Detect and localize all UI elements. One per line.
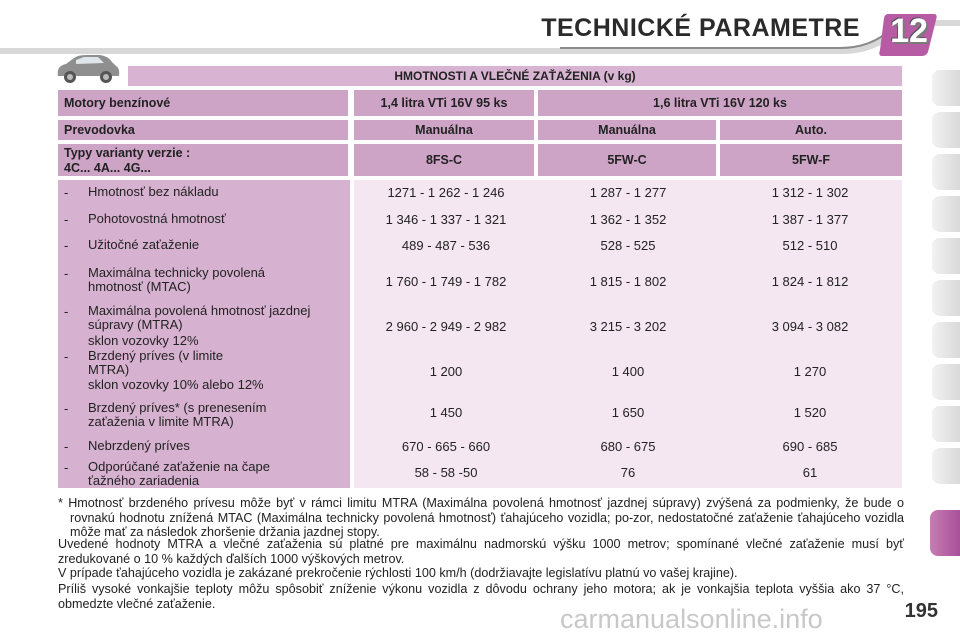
row-value: 528 - 525 bbox=[600, 238, 656, 253]
row-dash: - bbox=[64, 238, 69, 253]
chapter-tabs bbox=[930, 70, 960, 590]
variants-label-line-1: Typy varianty verzie : bbox=[64, 146, 191, 160]
row-value: 1 450 bbox=[429, 405, 463, 420]
row-dash: - bbox=[64, 349, 69, 364]
row-label: Nebrzdený príves bbox=[88, 438, 190, 453]
row-value: 1 200 bbox=[429, 364, 463, 379]
row-dash: - bbox=[64, 185, 69, 200]
row-value: 1 760 - 1 749 - 1 782 bbox=[385, 274, 507, 289]
row-value: 1 312 - 1 302 bbox=[771, 185, 849, 200]
row-value: 2 960 - 2 949 - 2 982 bbox=[385, 319, 507, 334]
chapter-tab[interactable] bbox=[932, 364, 960, 400]
chapter-tab[interactable] bbox=[932, 238, 960, 274]
chapter-tab[interactable] bbox=[932, 322, 960, 358]
gearbox-3: Auto. bbox=[720, 120, 902, 140]
row-value: 1 824 - 1 812 bbox=[771, 274, 849, 289]
chapter-tab[interactable] bbox=[932, 154, 960, 190]
row-dash: - bbox=[64, 401, 69, 416]
variant-2: 5FW-C bbox=[538, 144, 716, 176]
row-label: Hmotnosť bez nákladu bbox=[88, 184, 219, 199]
chapter-number: 12 bbox=[890, 12, 928, 50]
engines-label: Motory benzínové bbox=[58, 90, 348, 116]
row-dash: - bbox=[64, 460, 69, 475]
row-sublabel: sklon vozovky 12% bbox=[88, 333, 199, 348]
row-value: 1 520 bbox=[793, 405, 827, 420]
row-dash: - bbox=[64, 439, 69, 454]
row-label: Maximálna technicky povolená hmotnosť (MTAC) bbox=[88, 265, 266, 294]
row-dash: - bbox=[64, 304, 69, 319]
engine-2: 1,6 litra VTi 16V 120 ks bbox=[538, 90, 902, 116]
chapter-tab[interactable] bbox=[932, 196, 960, 232]
row-label: Brzdený príves* (s prenesením zaťaženia v limite MTRA) bbox=[88, 400, 267, 429]
row-value: 1 287 - 1 277 bbox=[589, 185, 667, 200]
row-dash: - bbox=[64, 212, 69, 227]
row-label: Pohotovostná hmotnosť bbox=[88, 211, 226, 226]
note-paragraph: V prípade ťahajúceho vozidla je zakázané prekročenie rýchlosti 100 km/h (dodržiavajte legislatívu platnú vo vašej krajine). bbox=[58, 566, 738, 580]
engine-row bbox=[58, 90, 902, 116]
chapter-tab[interactable] bbox=[932, 112, 960, 148]
engine-1: 1,4 litra VTi 16V 95 ks bbox=[354, 90, 534, 116]
row-label: Užitočné zaťaženie bbox=[88, 237, 200, 252]
page-title: TECHNICKÉ PARAMETRE bbox=[541, 14, 860, 42]
page-number: 195 bbox=[904, 600, 938, 622]
car-icon bbox=[52, 52, 122, 86]
gearbox-2: Manuálna bbox=[538, 120, 716, 140]
row-label: Odporúčané zaťaženie na čape ťažného zariadenia bbox=[88, 459, 270, 488]
row-value: 1 270 bbox=[793, 364, 827, 379]
row-sublabel: sklon vozovky 10% alebo 12% bbox=[88, 377, 264, 392]
row-value: 1 650 bbox=[611, 405, 645, 420]
row-value: 489 - 487 - 536 bbox=[401, 238, 491, 253]
chapter-tab[interactable] bbox=[932, 406, 960, 442]
watermark: carmanualsonline.info bbox=[560, 604, 823, 634]
row-value: 3 215 - 3 202 bbox=[589, 319, 667, 334]
chapter-tab[interactable] bbox=[932, 280, 960, 316]
footnote: * Hmotnosť brzdeného prívesu môže byť v rámci limitu MTRA (Maximálna povolená hmotnosť jazdnej súpravy) zvýšená za podmienky, že bude o rovnakú hodnotu znížená MTAC (Maximálna technicky povolená hmotnosť) ťahajúceho vozidla; po-zor, nedostatočné zaťaženie ťahajúceho vozidla môže mať za následok zhoršenie držania jazdnej stopy. bbox=[58, 496, 904, 539]
row-value: 1 362 - 1 352 bbox=[589, 212, 667, 227]
variants-row bbox=[58, 144, 902, 176]
row-value: 1 400 bbox=[611, 364, 645, 379]
gearbox-1: Manuálna bbox=[354, 120, 534, 140]
row-value: 61 bbox=[802, 465, 818, 480]
row-dash: - bbox=[64, 266, 69, 281]
variant-1: 8FS-C bbox=[354, 144, 534, 176]
variant-3: 5FW-F bbox=[720, 144, 902, 176]
row-value: 680 - 675 bbox=[600, 439, 656, 454]
section-title: HMOTNOSTI A VLEČNÉ ZAŤAŽENIA (v kg) bbox=[128, 66, 902, 86]
row-value: 1 815 - 1 802 bbox=[589, 274, 667, 289]
gearbox-row bbox=[58, 120, 902, 140]
row-value: 3 094 - 3 082 bbox=[771, 319, 849, 334]
chapter-tab-active[interactable] bbox=[930, 510, 960, 556]
row-value: 512 - 510 bbox=[782, 238, 838, 253]
row-value: 1 387 - 1 377 bbox=[771, 212, 849, 227]
row-value: 58 - 58 -50 bbox=[414, 465, 478, 480]
row-value: 1271 - 1 262 - 1 246 bbox=[387, 185, 505, 200]
chapter-tab[interactable] bbox=[932, 70, 960, 106]
row-label: Brzdený príves (v limite MTRA) bbox=[88, 348, 224, 377]
row-value: 690 - 685 bbox=[782, 439, 838, 454]
gearbox-label: Prevodovka bbox=[58, 120, 348, 140]
variants-label bbox=[58, 144, 348, 176]
chapter-tab[interactable] bbox=[932, 448, 960, 484]
note-paragraph: Príliš vysoké vonkajšie teploty môžu spôsobiť zníženie výkonu vozidla z dôvodu ochrany jeho motora; ak je vonkajšia teplota vyššia ako 37 °C, obmedzte vlečné zaťaženie. bbox=[58, 582, 904, 611]
row-value: 76 bbox=[620, 465, 636, 480]
row-label: Maximálna povolená hmotnosť jazdnej súpravy (MTRA) bbox=[88, 303, 311, 332]
variants-label-line-2: 4C... 4A... 4G... bbox=[64, 161, 151, 175]
note-paragraph: Uvedené hodnoty MTRA a vlečné zaťaženia sú platné pre maximálnu nadmorskú výšku 1000 metrov; spomínané vlečné zaťaženie musí byť zredukované o 10 % každých ďalších 1000 výškových metrov. bbox=[58, 537, 904, 566]
row-value: 670 - 665 - 660 bbox=[401, 439, 491, 454]
row-value: 1 346 - 1 337 - 1 321 bbox=[385, 212, 507, 227]
